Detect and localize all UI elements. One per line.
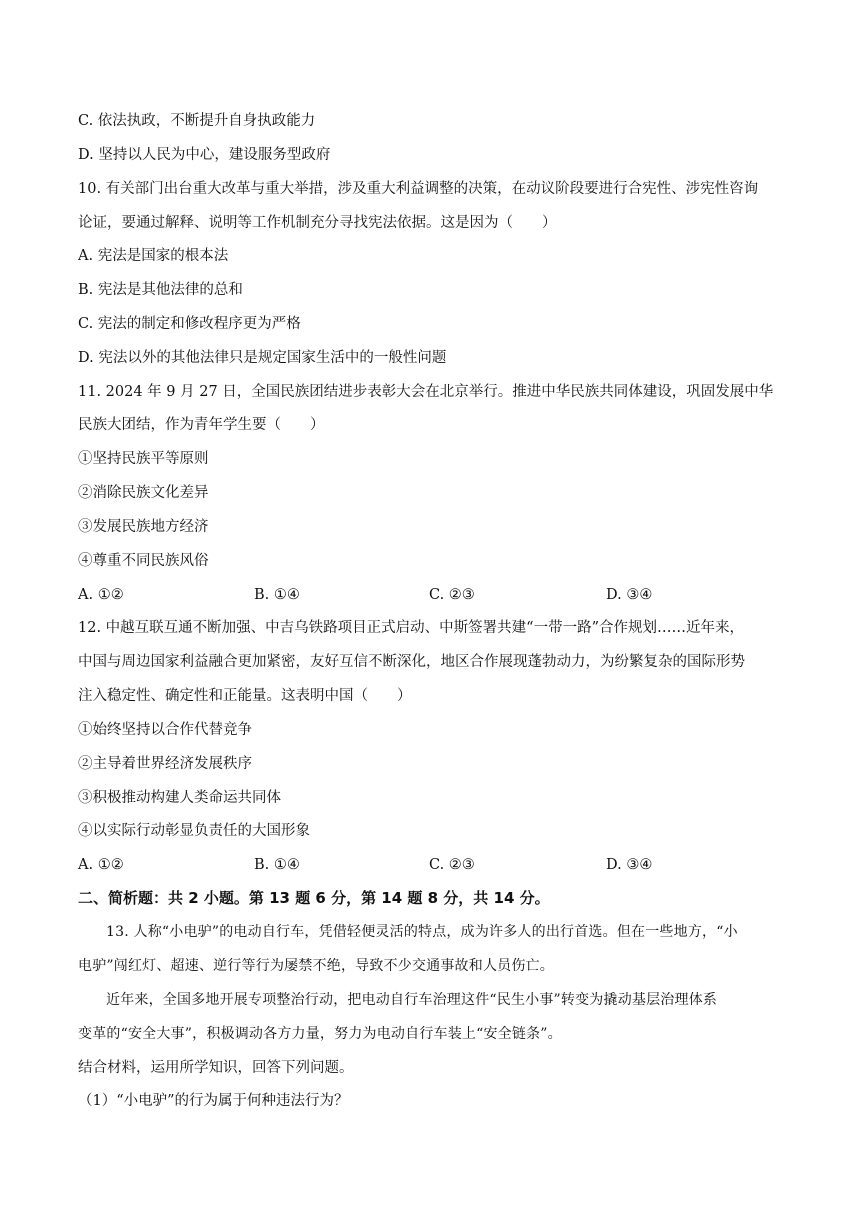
section-2-title: 二、简析题：共 2 小题。第 13 题 6 分，第 14 题 8 分，共 14 分。	[78, 889, 550, 907]
q9-option-d: D. 坚持以人民为中心，建设服务型政府	[78, 147, 331, 163]
q12-item-2: ②主导着世界经济发展秩序	[78, 756, 252, 772]
q10-option-c: C. 宪法的制定和修改程序更为严格	[78, 316, 301, 332]
q13-para1-line2: 电驴”闯红灯、超速、逆行等行为屡禁不绝，导致不少交通事故和人员伤亡。	[78, 958, 554, 974]
q12-item-1: ①始终坚持以合作代替竞争	[78, 722, 252, 738]
q13-subquestion-1: （1）“小电驴”的行为属于何种违法行为？	[78, 1093, 349, 1109]
q11-option-a: A. ①②	[78, 587, 124, 603]
q12-stem-line2: 中国与周边国家利益融合更加紧密，友好互信不断深化，地区合作展现蓬勃动力，为纷繁复杂的国际形势	[78, 654, 745, 670]
q11-option-c: C. ②③	[429, 587, 475, 603]
q11-stem-line1: 11. 2024 年 9 月 27 日，全国民族团结进步表彰大会在北京举行。推进中华民族共同体建设，巩固发展中华	[78, 384, 774, 400]
q10-stem-line2: 论证，要通过解释、说明等工作机制充分寻找宪法依据。这是因为（ ）	[78, 215, 557, 231]
q13-instruction: 结合材料，运用所学知识，回答下列问题。	[78, 1060, 354, 1076]
q11-options	[78, 585, 798, 605]
q11-option-b: B. ①④	[254, 587, 300, 603]
q11-item-2: ②消除民族文化差异	[78, 485, 209, 501]
q10-option-b: B. 宪法是其他法律的总和	[78, 282, 243, 298]
q12-stem-line3: 注入稳定性、确定性和正能量。这表明中国（ ）	[78, 688, 412, 704]
q11-stem-line2: 民族大团结，作为青年学生要（ ）	[78, 417, 325, 433]
q9-option-c: C. 依法执政，不断提升自身执政能力	[78, 113, 316, 129]
q11-item-4: ④尊重不同民族风俗	[78, 553, 209, 569]
q13-para2-line2: 变革的“安全大事”，积极调动各方力量，努力为电动自行车装上“安全链条”。	[78, 1026, 562, 1042]
q10-option-d: D. 宪法以外的其他法律只是规定国家生活中的一般性问题	[78, 350, 447, 366]
q10-stem-line1: 10. 有关部门出台重大改革与重大举措，涉及重大利益调整的决策，在动议阶段要进行合宪性、涉宪性咨询	[78, 181, 759, 197]
q12-stem-line1: 12. 中越互联互通不断加强、中吉乌铁路项目正式启动、中斯签署共建“一带一路”合作规划……近年来，	[78, 620, 744, 636]
q12-option-d: D. ③④	[606, 857, 653, 873]
q11-item-3: ③发展民族地方经济	[78, 519, 209, 535]
q12-item-3: ③积极推动构建人类命运共同体	[78, 790, 281, 806]
q11-option-d: D. ③④	[606, 587, 653, 603]
q10-option-a: A. 宪法是国家的根本法	[78, 248, 229, 264]
q11-item-1: ①坚持民族平等原则	[78, 451, 209, 467]
q12-item-4: ④以实际行动彰显负责任的大国形象	[78, 823, 310, 839]
q12-option-b: B. ①④	[254, 857, 300, 873]
q12-option-c: C. ②③	[429, 857, 475, 873]
q13-para2-line1: 近年来，全国多地开展专项整治行动，把电动自行车治理这件“民生小事”转变为撬动基层治理体系	[106, 992, 718, 1008]
q12-options	[78, 855, 798, 875]
q13-para1-line1: 13. 人称“小电驴”的电动自行车，凭借轻便灵活的特点，成为许多人的出行首选。但在一些地方，“小	[106, 924, 738, 940]
q12-option-a: A. ①②	[78, 857, 124, 873]
